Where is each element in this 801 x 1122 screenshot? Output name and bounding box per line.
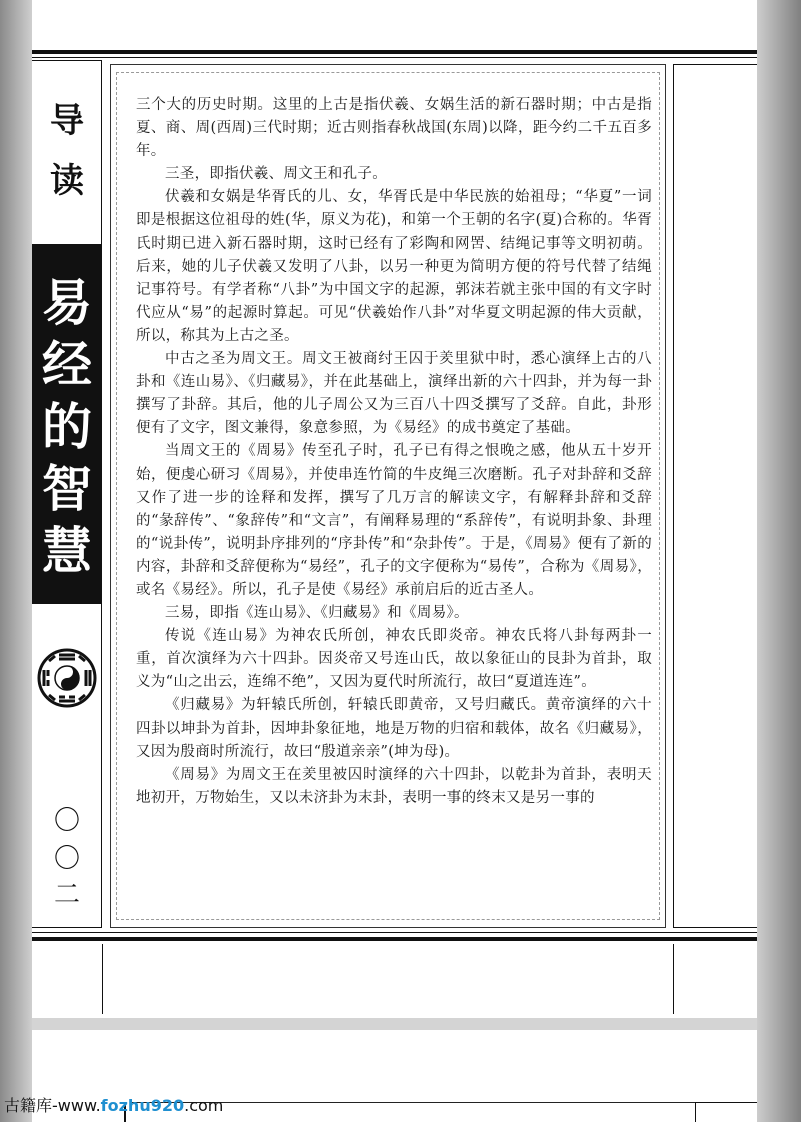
header-rule-thin [32, 57, 757, 58]
viewer-shadow-right [757, 0, 801, 1122]
left-margin-frame-bottom [32, 944, 103, 1014]
bagua-taiji-icon [37, 648, 97, 708]
book-title-char: 智 [42, 459, 92, 518]
section-label-char-2: 读 [50, 161, 84, 201]
book-title-char: 经 [42, 335, 92, 394]
page-number-char-1: 〇 [53, 806, 80, 836]
book-title-char: 易 [42, 273, 92, 332]
watermark-suffix: .com [184, 1096, 224, 1115]
book-title-char: 的 [42, 397, 92, 456]
book-title-block [32, 244, 102, 604]
right-margin-frame [673, 64, 757, 928]
paragraph: 《周易》为周文王在羑里被囚时演绎的六十四卦，以乾卦为首卦，表明天地初开，万物始生，又以未济卦为末卦，表明一事的终末又是另一事的 [136, 766, 652, 806]
section-label-char-1: 导 [50, 101, 84, 141]
page-number-char-2: 〇 [53, 844, 80, 874]
right-margin-rule-bottom [673, 944, 674, 1014]
paragraph: 三圣，即指伏羲、周文王和孔子。 [165, 166, 387, 183]
paragraph: 三个大的历史时期。这里的上古是指伏羲、女娲生活的新石器时期；中古是指夏、商、周(西周)三代时期；近古则指春秋战国(东周)以降，距今约二千五百多年。 [136, 97, 652, 160]
watermark-prefix: 古籍库-www. [4, 1096, 101, 1115]
footer-rule-thin [32, 932, 757, 933]
body-text [136, 94, 652, 810]
footer-rule-thick [32, 937, 757, 941]
next-page-right-frame [695, 1102, 757, 1122]
document-page [32, 0, 757, 1018]
watermark-domain: fozhu920 [100, 1096, 185, 1115]
paragraph: 《归藏易》为轩辕氏所创，轩辕氏即黄帝，又号归藏氏。黄帝演绎的六十四卦以坤卦为首卦，因坤卦象征地，地是万物的归宿和载体，故名《归藏易》，又因为殷商时所流行，故曰“殷道亲亲”(坤为母)。 [136, 697, 652, 760]
paragraph: 传说《连山易》为神农氏所创，神农氏即炎帝。神农氏将八卦每两卦一重，首次演绎为六十四卦。因炎帝又号连山氏，故以象征山的艮卦为首卦，取义为“山之出云，连绵不绝”，又因为夏代时所流行，故曰“夏道连连”。 [136, 628, 652, 691]
paragraph: 伏羲和女娲是华胥氏的儿、女，华胥氏是中华民族的始祖母；“华夏”一词即是根据这位祖母的姓(华，原义为花)，和第一个王朝的名字(夏)合称的。华胥氏时期已进入新石器时期，这时已经有了彩陶和网罟、结绳记事等文明初萌。后来，她的儿子伏羲又发明了八卦，以另一种更为简明方便的符号代替了结绳记事符号。有学者称“八卦”为中国文字的起源，郭沫若就主张中国的有文字时代应从“易”的起源时算起。可见“伏羲始作八卦”对华夏文明起源的伟大贡献，所以，称其为上古之圣。 [136, 189, 652, 344]
page-number-char-3: 二 [53, 880, 80, 910]
paragraph: 中古之圣为周文王。周文王被商纣王囚于羑里狱中时，悉心演绎上古的八卦和《连山易》、《归藏易》，并在此基础上，演绎出新的六十四卦，并为每一卦撰写了卦辞。其后，他的儿子周公又为三百八十四爻撰写了爻辞。自此，卦形便有了文字，图文兼得，象意参照，为《易经》的成书奠定了基础。 [136, 351, 652, 437]
paragraph: 三易，即指《连山易》、《归藏易》和《周易》。 [165, 605, 469, 622]
viewer-shadow-left [0, 0, 32, 1122]
header-rule-thick [32, 50, 757, 54]
site-watermark [4, 1093, 223, 1116]
book-title-char: 慧 [42, 521, 92, 580]
paragraph: 当周文王的《周易》传至孔子时，孔子已有得之恨晚之感，他从五十岁开始，便虔心研习《周易》，并使串连竹简的牛皮绳三次磨断。孔子对卦辞和爻辞又作了进一步的诠释和发挥，撰写了几万言的解读文字，有解释卦辞和爻辞的“彖辞传”、“象辞传”和“文言”，有阐释易理的“系辞传”，有说明卦象、卦理的“说卦传”，说明卦序排列的“序卦传”和“杂卦传”。于是，《周易》便有了新的内容，卦辞和爻辞便称为“易经”，孔子的文字便称为“易传”，合称为《周易》，或名《易经》。所以，孔子是使《易经》承前启后的近古圣人。 [136, 443, 652, 598]
next-page-header-rule [130, 1102, 757, 1103]
